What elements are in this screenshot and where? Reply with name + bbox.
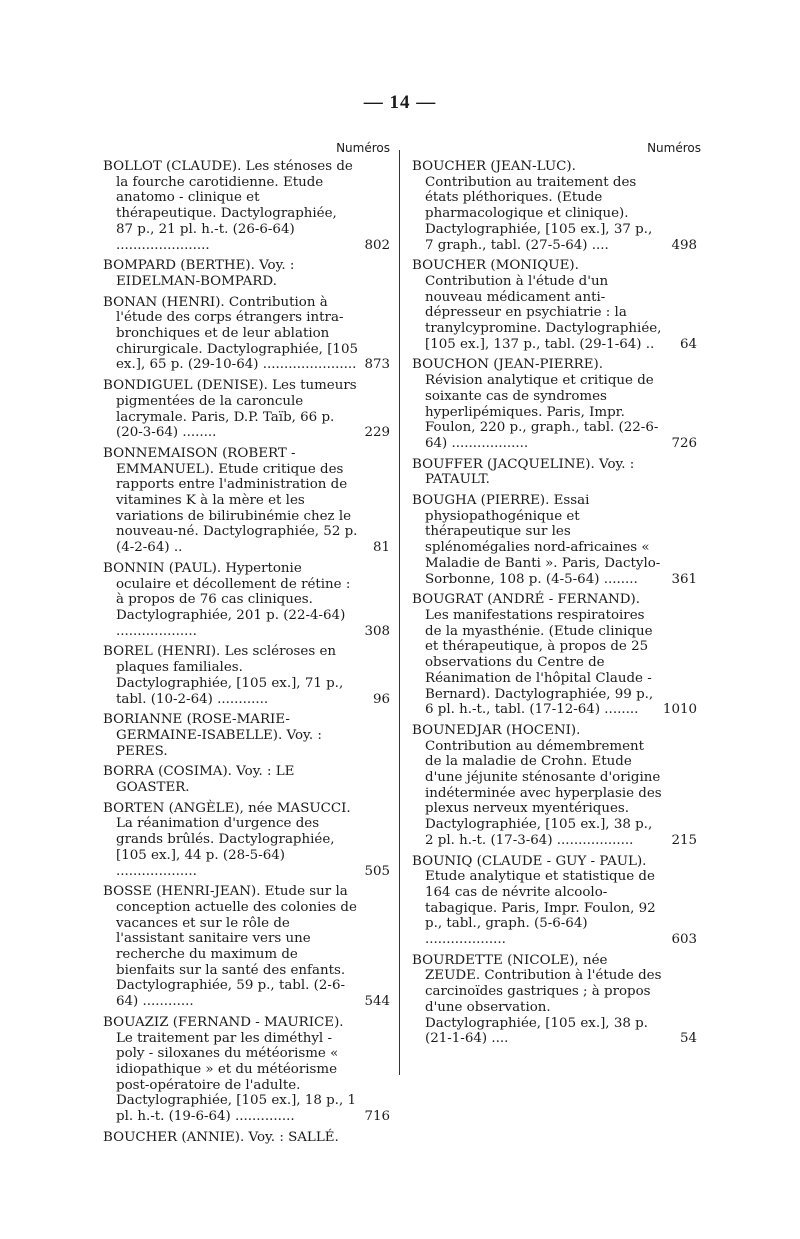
- entry-number: 81: [372, 540, 390, 556]
- catalog-entry: [412, 457, 697, 488]
- entry-number: 802: [364, 237, 390, 253]
- catalog-entry: [103, 446, 390, 556]
- entry-number: 505: [364, 863, 390, 879]
- catalog-entry: [412, 159, 697, 253]
- entry-text: BOUFFER (JACQUELINE). Voy. : PATAULT.: [412, 456, 635, 488]
- entry-text: BONNIN (PAUL). Hypertonie oculaire et décollement de rétine : à propos de 76 cas cliniques. Dactylographiée, 201 p. (22-4-64) ...................: [103, 560, 351, 639]
- entry-number: 361: [671, 571, 697, 587]
- entry-text: BOURDETTE (NICOLE), née ZEUDE. Contribution à l'étude des carcinoïdes gastriques ; à propos d'une observation. Dactylographiée, [105 ex.], 38 p. (21-1-64) ....: [412, 952, 662, 1047]
- entry-number: 54: [679, 1031, 697, 1047]
- entry-number: 726: [671, 435, 697, 451]
- entry-text: BOUCHER (MONIQUE). Contribution à l'étude d'un nouveau médicament anti-dépresseur en psychiatrie : la tranylcypromine. Dactylographiée, [105 ex.], 137 p., tabl. (29-1-64) ..: [412, 258, 662, 352]
- entry-number: 716: [364, 1109, 390, 1125]
- catalog-entry: [103, 644, 390, 707]
- column-divider: [399, 150, 400, 1075]
- entry-text: BOUCHON (JEAN-PIERRE). Révision analytique et critique de soixante cas de syndromes hyperlipémiques. Paris, Impr. Foulon, 220 p., graph., tabl. (22-6-64) ..................: [412, 357, 659, 451]
- entry-number: 64: [679, 336, 697, 352]
- entry-text: BORIANNE (ROSE-MARIE-GERMAINE-ISABELLE). Voy. : PERES.: [103, 712, 322, 759]
- catalog-entry: [103, 884, 390, 1010]
- entry-text: BOUCHER (ANNIE). Voy. : SALLÉ.: [103, 1129, 339, 1145]
- catalog-entry: [103, 712, 390, 759]
- entry-text: BOMPARD (BERTHE). Voy. : EIDELMAN-BOMPARD.: [103, 258, 295, 289]
- entry-text: BOSSE (HENRI-JEAN). Etude sur la conception actuelle des colonies de vacances et sur le rôle de l'assistant sanitaire vers une recherche du maximum de bienfaits sur la santé des enfants. Dactylographiée, 59 p., tabl. (2-6-64) ............: [103, 884, 357, 1010]
- left-entries: [103, 159, 390, 1145]
- entry-text: BOLLOT (CLAUDE). Les sténoses de la fourche carotidienne. Etude anatomo - clinique et thérapeutique. Dactylographiée, 87 p., 21 pl. h.-t. (26-6-64) ......................: [103, 159, 353, 253]
- catalog-entry: [103, 561, 390, 640]
- catalog-entry: [103, 295, 390, 374]
- entry-number: 603: [671, 932, 697, 948]
- catalog-entry: [412, 854, 697, 948]
- catalog-entry: [103, 159, 390, 253]
- catalog-entry: [103, 801, 390, 880]
- entry-text: BOUNEDJAR (HOCENI). Contribution au démembrement de la maladie de Crohn. Etude d'une jéjunite sténosante d'origine indéterminée avec hyperplasie des plexus nerveux myentériques. Dactylographiée, [105 ex.], 38 p., 2 pl. h.-t. (17-3-64) ..................: [412, 722, 662, 848]
- right-entries: [412, 159, 697, 1047]
- catalog-entry: [412, 953, 697, 1047]
- entry-number: 229: [364, 425, 390, 441]
- entry-number: 498: [671, 237, 697, 253]
- catalog-entry: [103, 378, 390, 441]
- entry-number: 544: [364, 994, 390, 1010]
- entry-text: BOREL (HENRI). Les scléroses en plaques familiales. Dactylographiée, [105 ex.], 71 p., tabl. (10-2-64) ............: [103, 644, 344, 707]
- catalog-entry: [412, 493, 697, 587]
- entry-number: 873: [364, 357, 390, 373]
- catalog-entry: [412, 592, 697, 718]
- catalog-entry: [412, 723, 697, 849]
- left-column: [103, 141, 390, 1150]
- entry-text: BOUCHER (JEAN-LUC). Contribution au traitement des états pléthoriques. (Etude pharmacologique et clinique). Dactylographiée, [105 ex.], 37 p., 7 graph., tabl. (27-5-64) ....: [412, 159, 653, 253]
- entry-text: BORRA (COSIMA). Voy. : LE GOASTER.: [103, 764, 295, 796]
- catalog-entry: [103, 764, 390, 795]
- right-column: [412, 141, 701, 1052]
- entry-text: BOUAZIZ (FERNAND - MAURICE). Le traitement par les diméthyl - poly - siloxanes du météorisme « idiopathique » et du météorisme post-opératoire de l'adulte. Dactylographiée, [105 ex.], 18 p., 1 pl. h.-t. (19-6-64) ..............: [103, 1014, 356, 1125]
- catalog-entry: [103, 258, 390, 289]
- entry-number: 1010: [662, 702, 697, 718]
- entry-text: BORTEN (ANGÈLE), née MASUCCI. La réanimation d'urgence des grands brûlés. Dactylographiée, [105 ex.], 44 p. (28-5-64) ...................: [103, 800, 351, 879]
- entry-text: BONDIGUEL (DENISE). Les tumeurs pigmentées de la caroncule lacrymale. Paris, D.P. Taïb, 66 p. (20-3-64) ........: [103, 378, 357, 441]
- catalog-entry: [412, 357, 697, 451]
- catalog-entry: [412, 258, 697, 352]
- entry-text: BOUGHA (PIERRE). Essai physiopathogénique et thérapeutique sur les splénomégalies nord-africaines « Maladie de Banti ». Paris, Dactylo-Sorbonne, 108 p. (4-5-64) ........: [412, 493, 661, 587]
- page-number: — 14 —: [363, 92, 437, 113]
- entry-text: BONNEMAISON (ROBERT - EMMANUEL). Etude critique des rapports entre l'administration de vitamines K à la mère et les variations de bilirubinémie chez le nouveau-né. Dactylographiée, 52 p. (4-2-64) ..: [103, 445, 358, 556]
- entry-text: BOUGRAT (ANDRÉ - FERNAND). Les manifestations respiratoires de la myasthénie. (Etude clinique et thérapeutique, à propos de 25 observations du Centre de Réanimation de l'hôpital Claude - Bernard). Dactylographiée, 99 p., 6 pl. h.-t., tabl. (17-12-64) ........: [412, 592, 654, 718]
- catalog-entry: [103, 1015, 390, 1125]
- catalog-entry: [103, 1130, 390, 1146]
- entry-text: BOUNIQ (CLAUDE - GUY - PAUL). Etude analytique et statistique de 164 cas de névrite alcoolo-tabagique. Paris, Impr. Foulon, 92 p., tabl., graph. (5-6-64) ...................: [412, 853, 656, 948]
- entry-number: 96: [372, 691, 390, 707]
- entry-number: 215: [671, 832, 697, 848]
- entry-text: BONAN (HENRI). Contribution à l'étude des corps étrangers intra-bronchiques et de leur ablation chirurgicale. Dactylographiée, [105 ex.], 65 p. (29-10-64) ......................: [103, 294, 358, 373]
- entry-number: 308: [364, 623, 390, 639]
- column-heading-right: Numéros: [647, 141, 701, 155]
- column-heading-left: Numéros: [336, 141, 390, 155]
